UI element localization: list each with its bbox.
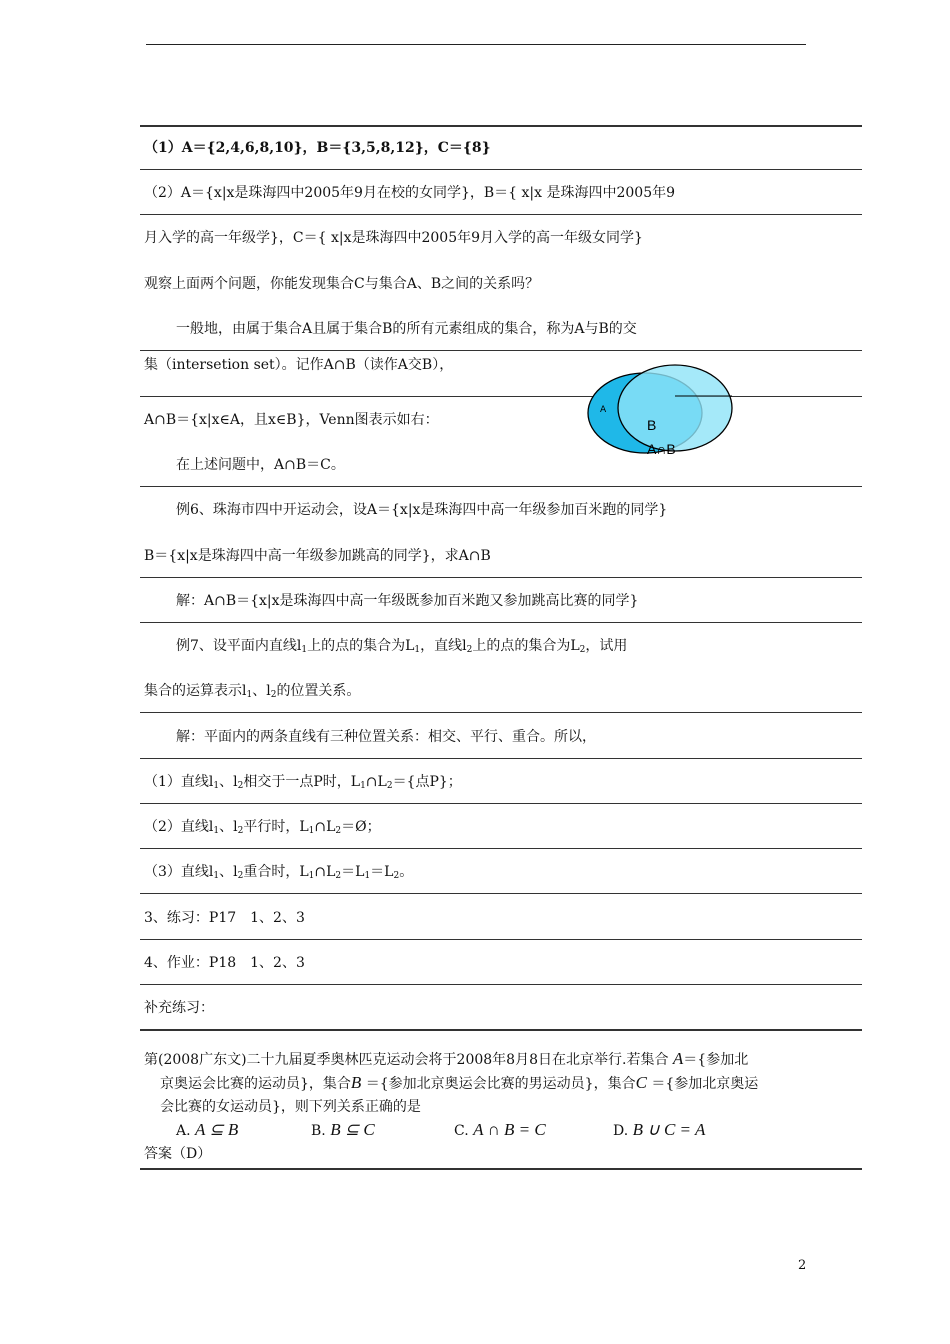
option-b[interactable]: B. B ⊆ C bbox=[311, 1120, 375, 1139]
example-7-solution: 解：平面内的两条直线有三种位置关系：相交、平行、重合。所以， bbox=[176, 729, 596, 745]
row-divider bbox=[140, 893, 862, 894]
row-divider bbox=[140, 848, 862, 849]
option-a[interactable]: A. A ⊆ B bbox=[176, 1120, 239, 1139]
example-7-line-1: 例7、设平面内直线$l_1$上的点的集合为$L_1$，直线$l_2$上的点的集合为$L_2$，试用 bbox=[176, 638, 628, 655]
question-line-2: 京奥运会比赛的运动员}，集合B ＝{参加北京奥运会比赛的男运动员}，集合C ＝{参加北京奥运 bbox=[160, 1073, 759, 1092]
example-6-line-2: B＝{x|x是珠海四中高一年级参加跳高的同学}，求A∩B bbox=[144, 548, 491, 564]
case-2: （2）直线$l_1$、$l_2$平行时，$L_1\cap L_2=Ø$； bbox=[144, 819, 381, 836]
example-7-line-2: 集合的运算表示$l_1$、$l_2$的位置关系。 bbox=[144, 683, 361, 700]
example-line-2-cont: 月入学的高一年级学}，C＝{ x|x是珠海四中2005年9月入学的高一年级女同学} bbox=[144, 230, 643, 246]
row-divider bbox=[140, 214, 862, 215]
extra-practice-heading: 补充练习： bbox=[144, 1000, 214, 1016]
venn-label-intersection: A∩B bbox=[647, 441, 676, 457]
row-divider bbox=[140, 758, 862, 759]
row-divider bbox=[140, 803, 862, 804]
definition-line-3: A∩B＝{x|x∈A，且x∈B}，Venn图表示如右： bbox=[144, 412, 439, 428]
venn-set-b bbox=[618, 365, 732, 451]
practice-line: 3、练习：P17 1、2、3 bbox=[144, 910, 305, 926]
case-3: （3）直线$l_1$、$l_2$重合时，$L_1\cap L_2=L_1=L_2$。 bbox=[144, 864, 414, 881]
homework-line: 4、作业：P18 1、2、3 bbox=[144, 955, 305, 971]
table-top-border bbox=[140, 125, 862, 127]
answer-line: 答案（D） bbox=[144, 1146, 212, 1162]
example-6-solution: 解：A∩B＝{x|x是珠海四中高一年级既参加百米跑又参加跳高比赛的同学} bbox=[176, 593, 639, 609]
row-divider bbox=[140, 939, 862, 940]
row-divider bbox=[140, 984, 862, 985]
row-divider bbox=[140, 396, 862, 397]
header-rule bbox=[146, 44, 806, 45]
row-divider bbox=[140, 169, 862, 170]
definition-line-4: 在上述问题中，A∩B＝C。 bbox=[176, 457, 345, 473]
row-divider bbox=[140, 622, 862, 623]
case-1: （1）直线$l_1$、$l_2$相交于一点P时，$L_1\cap L_2=${点P}； bbox=[144, 774, 462, 791]
venn-diagram bbox=[585, 360, 740, 460]
option-c[interactable]: C. A ∩ B = C bbox=[454, 1120, 546, 1139]
definition-line-2: 集（intersetion set）。记作A∩B（读作A交B）， bbox=[144, 357, 454, 373]
question-line-3: 会比赛的女运动员}，则下列关系正确的是 bbox=[160, 1099, 421, 1115]
table-bottom-border bbox=[140, 1029, 862, 1031]
page-number: 2 bbox=[798, 1258, 807, 1273]
example-line-2: （2）A＝{x|x是珠海四中2005年9月在校的女同学}，B＝{ x|x 是珠海四中2005年9 bbox=[144, 185, 676, 201]
row-divider bbox=[140, 712, 862, 713]
venn-label-a: A bbox=[600, 405, 607, 415]
definition-line-1: 一般地，由属于集合A且属于集合B的所有元素组成的集合，称为A与B的交 bbox=[176, 321, 637, 337]
example-6-line-1: 例6、珠海市四中开运动会，设A＝{x|x是珠海四中高一年级参加百米跑的同学} bbox=[176, 502, 668, 518]
option-d[interactable]: D. B ∪ C = A bbox=[613, 1120, 706, 1139]
question-line-1: 第(2008广东文)二十九届夏季奥林匹克运动会将于2008年8月8日在北京举行.若集合 A＝{参加北 bbox=[144, 1049, 749, 1068]
question-prompt: 观察上面两个问题，你能发现集合C与集合A、B之间的关系吗？ bbox=[144, 276, 540, 292]
example-line-1: （1）A＝{2,4,6,8,10}，B＝{3,5,8,12}，C＝{8} bbox=[144, 140, 491, 156]
row-divider bbox=[140, 350, 862, 351]
question-bottom-border bbox=[140, 1168, 862, 1170]
row-divider bbox=[140, 486, 862, 487]
row-divider bbox=[140, 577, 862, 578]
venn-label-b: B bbox=[647, 417, 657, 433]
